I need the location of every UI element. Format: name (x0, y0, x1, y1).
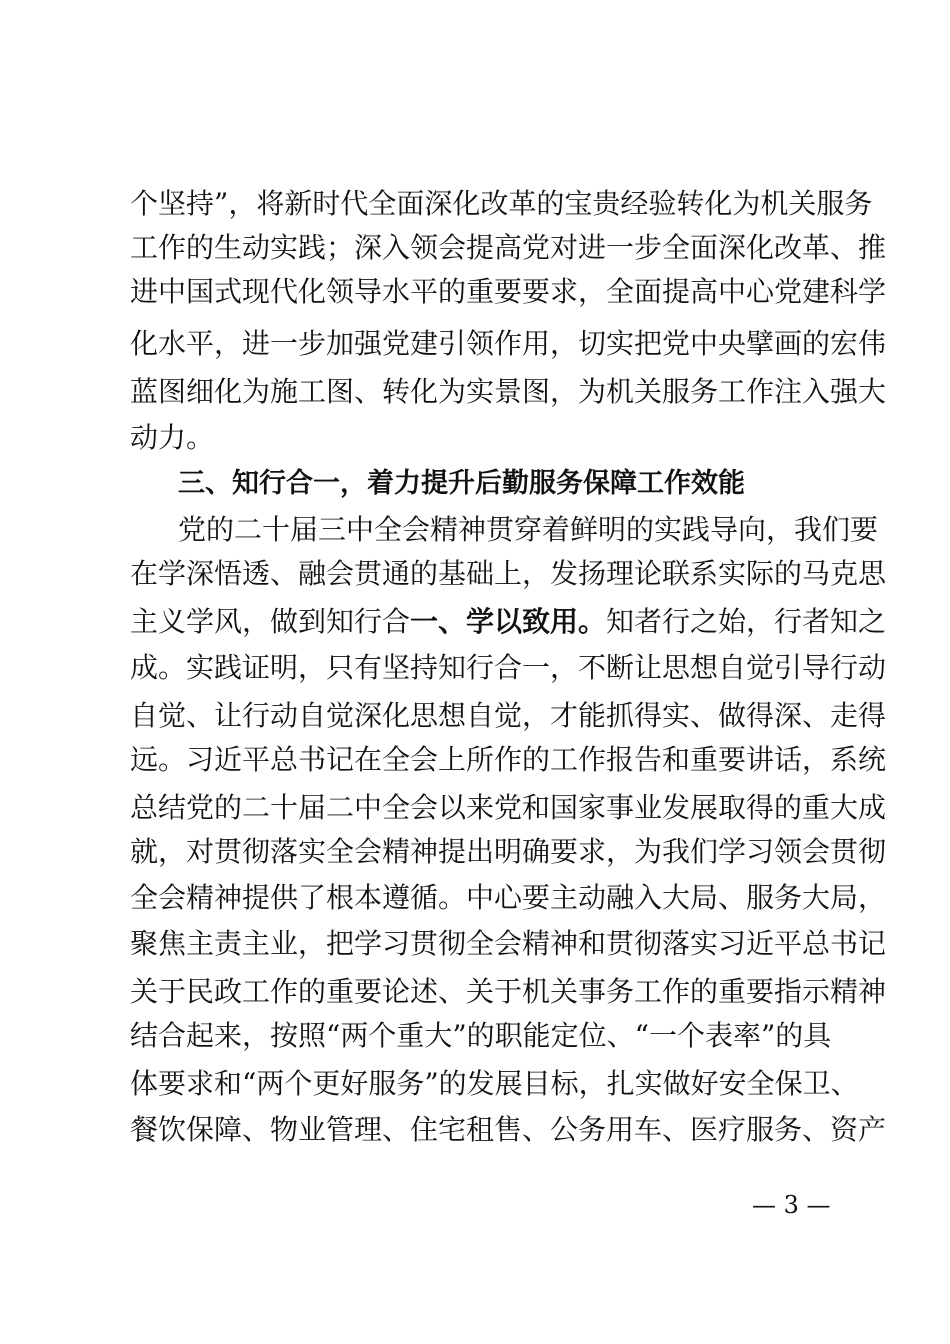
body-line-9: 全会精神提供了根本遵循。中心要主动融入大局、服务大局， (130, 881, 887, 914)
section-heading: 三、知行合一，着力提升后勤服务保障工作效能 (178, 468, 745, 499)
body-line-4: 成。实践证明，只有坚持知行合一，不断让思想自觉引导行动 (130, 651, 887, 684)
intro-line-1: 个坚持”，将新时代全面深化改革的宝贵经验转化为机关服务 (130, 187, 873, 220)
body-line-3-start: 主义学风，做到知行合 (130, 605, 411, 638)
page-number: — 3 — (752, 1191, 831, 1219)
body-line-1: 党的二十届三中全会精神贯穿着鲜明的实践导向，我们要 (178, 513, 879, 546)
intro-line-3: 进中国式现代化领导水平的重要要求，全面提高中心党建科学 (130, 275, 887, 308)
intro-line-5: 蓝图细化为施工图、转化为实景图，为机关服务工作注入强大 (130, 375, 887, 408)
body-line-6: 远。习近平总书记在全会上所作的工作报告和重要讲话，系统 (130, 743, 887, 776)
body-line-3-end: 知者行之始，行者知之 (606, 605, 887, 638)
body-line-7: 总结党的二十届二中全会以来党和国家事业发展取得的重大成 (130, 791, 887, 824)
intro-line-4: 化水平，进一步加强党建引领作用，切实把党中央擘画的宏伟 (130, 327, 887, 360)
intro-line-6: 动力。 (130, 421, 215, 454)
body-line-3 (130, 600, 887, 644)
body-line-12: 结合起来，按照“两个重大”的职能定位、“一个表率”的具 (130, 1019, 832, 1052)
body-line-13: 体要求和“两个更好服务”的发展目标，扎实做好安全保卫、 (130, 1067, 859, 1100)
body-line-2: 在学深悟透、融会贯通的基础上，发扬理论联系实际的马克思 (130, 557, 887, 590)
body-line-5: 自觉、让行动自觉深化思想自觉，才能抓得实、做得深、走得 (130, 699, 887, 732)
body-line-11: 关于民政工作的重要论述、关于机关事务工作的重要指示精神 (130, 975, 887, 1008)
emphasis-text: 一、学以致用。 (410, 605, 607, 638)
body-line-10: 聚焦主责主业，把学习贯彻全会精神和贯彻落实习近平总书记 (130, 927, 887, 960)
intro-line-2: 工作的生动实践；深入领会提高党对进一步全面深化改革、推 (130, 231, 887, 264)
body-line-8: 就，对贯彻落实全会精神提出明确要求，为我们学习领会贯彻 (130, 835, 887, 868)
body-line-14: 餐饮保障、物业管理、住宅租售、公务用车、医疗服务、资产 (130, 1113, 887, 1146)
